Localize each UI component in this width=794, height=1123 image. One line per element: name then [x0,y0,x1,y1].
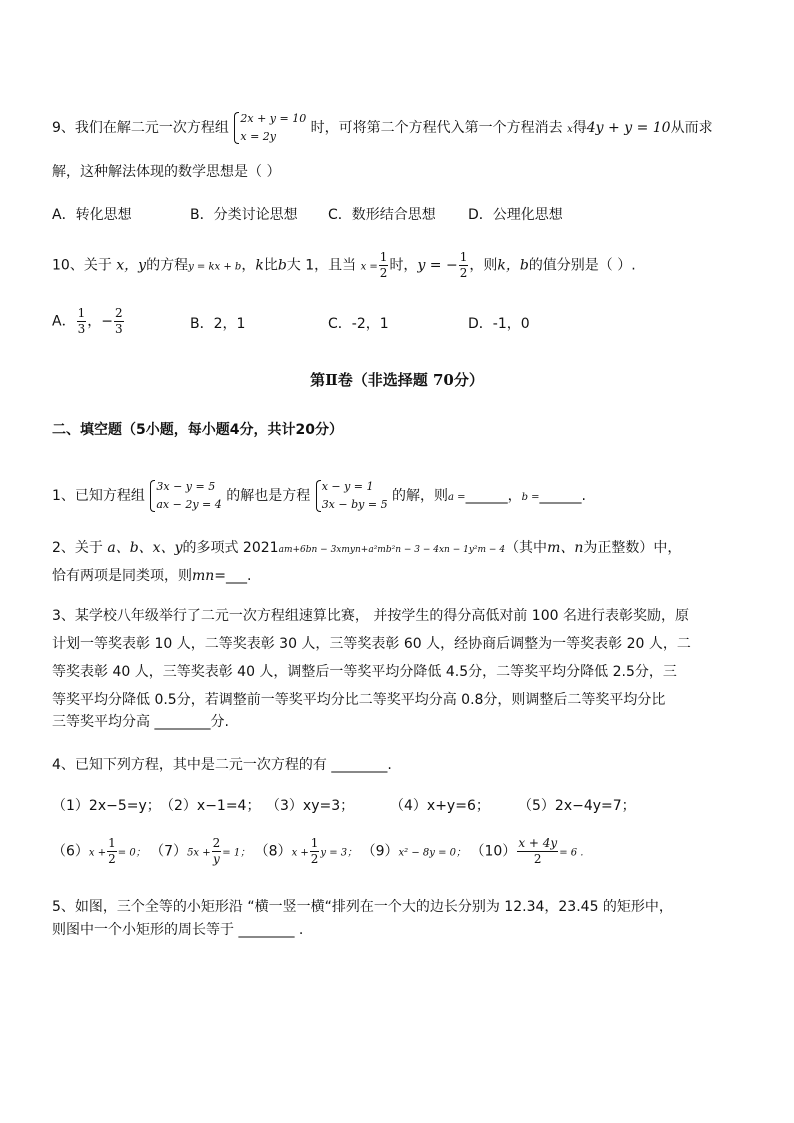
f1-blank-b: ______. [539,488,586,504]
f4-eq6-frac [107,836,117,867]
q9-text-de: 得 [572,120,587,136]
q9-eq2: x = 2y [240,130,277,143]
q10-text-3: 比 [263,257,278,274]
f1-a: a = [448,492,466,503]
f4-eq-1: （1）2x−5=y； [52,798,161,814]
denominator: y [213,852,220,866]
q10-vars: x，y [116,257,147,274]
section-title: 第Ⅱ卷（非选择题 70分） [310,371,484,389]
numerator: 1 [379,250,388,264]
denominator: 2 [459,266,468,280]
q9-option-a: A．转化思想 [52,207,132,223]
q10-vars-kb: k，b [497,257,529,274]
q10-text: 10、关于 [52,257,112,274]
denominator: 2 [379,266,388,280]
f4-eq7-frac [212,836,222,867]
f3-line-3: 等奖表彰 40 人，三等奖表彰 40 人，调整后一等奖平均分降低 4.5分，二等奖平均分降低 2.5分，三 [52,664,677,680]
q10-option-c: C．-2，1 [328,316,389,332]
q10-text-1: 的方程 [146,257,189,274]
numerator: 2 [114,306,123,320]
f1-system-1 [149,478,221,514]
q9-option-d: D．公理化思想 [468,207,563,223]
numerator: 1 [459,250,468,264]
f1-text: 1、已知方程组 [52,488,145,504]
denominator: 2 [310,852,319,866]
q9-equation-system [233,110,306,146]
numerator: 2 [212,836,221,850]
f2-text-mid: 的多项式 2021 [182,540,279,556]
f1-s2-eq2: 3x − by = 5 [321,498,388,511]
f4-eq-4: （4）x+y=6； [390,798,490,814]
f2-mn: mn [192,568,215,584]
f2-mn-vars: m、n [547,540,584,556]
f1-s1-eq2: ax − 2y = 4 [156,498,222,511]
f4-eq7-a: 5x + [187,847,211,859]
f4-eq-3: （3）xy=3； [266,798,355,814]
f4-eq7-label: （7） [150,843,188,860]
q9-option-c: C．数形结合思想 [328,207,436,223]
f4-eq9-label: （9） [361,843,399,860]
numerator: 1 [310,836,319,850]
q10-var-k: k [255,257,264,274]
f2-blank: =___. [214,568,252,584]
f4-line1: 4、已知下列方程，其中是二元一次方程的有 ________. [52,757,392,773]
denominator: 2 [108,852,116,866]
f1-text-post: 的解，则 [392,488,449,504]
f3-line-1: 3、某学校八年级举行了二元一次方程组速算比赛， 并按学生的得分高低对前 100 名进行表彰奖励，原 [52,608,689,624]
q9-text-mid: 时，可将第二个方程代入第一个方程消去 [310,120,563,136]
numerator: 1 [108,836,116,850]
f2-text-post: （其中 [505,540,548,556]
f3-line-4: 等奖平均分降低 0.5分，若调整前一等奖平均分比二等奖平均分高 0.8分，则调整后二等奖平均分比 [52,692,666,708]
f4-eq8-a: x + [291,847,309,859]
numerator: 1 [77,306,86,320]
f2-line2 [52,566,251,586]
f4-eq7-b: = 1； [222,847,251,859]
f2-text: 2、关于 [52,540,108,556]
f1-s2-eq1: x − y = 1 [321,480,374,493]
f4-eq6-a: x + [88,847,107,859]
q10-text-2: ， [241,257,256,274]
q9-var-x: x [567,124,573,135]
denominator: 2 [533,852,542,866]
f4-eq10-label: （10） [470,843,517,860]
f4-eq8-label: （8） [254,843,292,860]
f2-vars: a、b、x、y [107,540,183,556]
q10-text-7: 的值分别是（ ）. [528,257,636,274]
q10-text-5: 时， [389,257,418,274]
f2-line1 [52,538,681,560]
f4-eq9: x² − 8y = 0； [398,847,467,859]
q9-text-end: 从而求 [670,120,713,136]
q10-fraction-half [379,250,389,281]
q10-line [52,250,636,281]
f4-eq6-b: = 0； [117,847,146,859]
option-a-sep: ，− [87,313,113,330]
f3-line-2: 计划一等奖表彰 10 人，二等奖表彰 30 人，三等奖表彰 60 人，经协商后调整为一等奖表彰 20 人，二 [52,636,691,652]
option-a-frac1 [77,306,87,337]
f4-eq8-b: y = 3； [320,847,358,859]
q10-x-eq: x = [360,261,378,273]
f1-text-mid: 的解也是方程 [226,488,311,504]
denominator: 3 [114,322,123,336]
f4-eq6-label: （6） [52,843,89,860]
q10-option-d: D．-1，0 [468,316,530,332]
q10-var-b: b [277,257,287,274]
f4-eq10-frac [517,836,558,867]
f4-line3 [52,836,583,867]
f4-eq-5: （5）2x−4y=7； [518,798,636,814]
q9-text: 9、我们在解二元一次方程组 [52,120,229,136]
f2-line2-text: 恰有两项是同类项，则 [52,568,192,584]
q9-eq-substituted: 4y + y = 10 [586,120,671,136]
f2-polynomial: am+6bn − 3xmyn+a²mb²n − 3 − 4xn − 1y²m − 4 [278,545,506,555]
denominator: 3 [77,322,86,336]
q10-fraction-neg-half [459,250,469,281]
f2-text-post2: 为正整数）中， [583,540,682,556]
option-a-label: A． [52,313,76,330]
f5-line1: 5、如图，三个全等的小矩形沿 “横一竖一横“排列在一个大的边长分别为 12.34，23.45 的矩形中， [52,899,673,915]
f1-system-2 [315,478,388,514]
q9-line2: 解，这种解法体现的数学思想是（ ） [52,164,281,180]
f1-b: b = [521,492,540,503]
f1-line [52,478,586,514]
f1-blank-a: ______， [465,488,522,504]
f4-eq-2: （2）x−1=4； [160,798,261,814]
f5-line2: 则图中一个小矩形的周长等于 ________ . [52,922,304,938]
q9-line1 [52,110,713,146]
f4-eq8-frac [310,836,320,867]
q10-y-eq: y = − [417,257,458,274]
q9-option-b: B．分类讨论思想 [190,207,298,223]
part2-heading: 二、填空题（5小题，每小题4分，共计20分） [52,422,343,438]
q10-equation: y = kx + b [188,261,242,273]
f1-s1-eq1: 3x − y = 5 [156,480,216,493]
q10-text-6: ，则 [469,257,498,274]
q10-text-4: 大 1，且当 [286,257,357,274]
f4-eq10-b: = 6 . [559,847,584,859]
q10-option-b: B．2，1 [190,316,246,332]
option-a-frac2 [114,306,124,337]
q9-eq1: 2x + y = 10 [240,112,307,125]
numerator: x + 4y [518,836,558,850]
q10-option-a [52,306,125,337]
f3-line-5: 三等奖平均分高 ________分. [52,714,229,730]
